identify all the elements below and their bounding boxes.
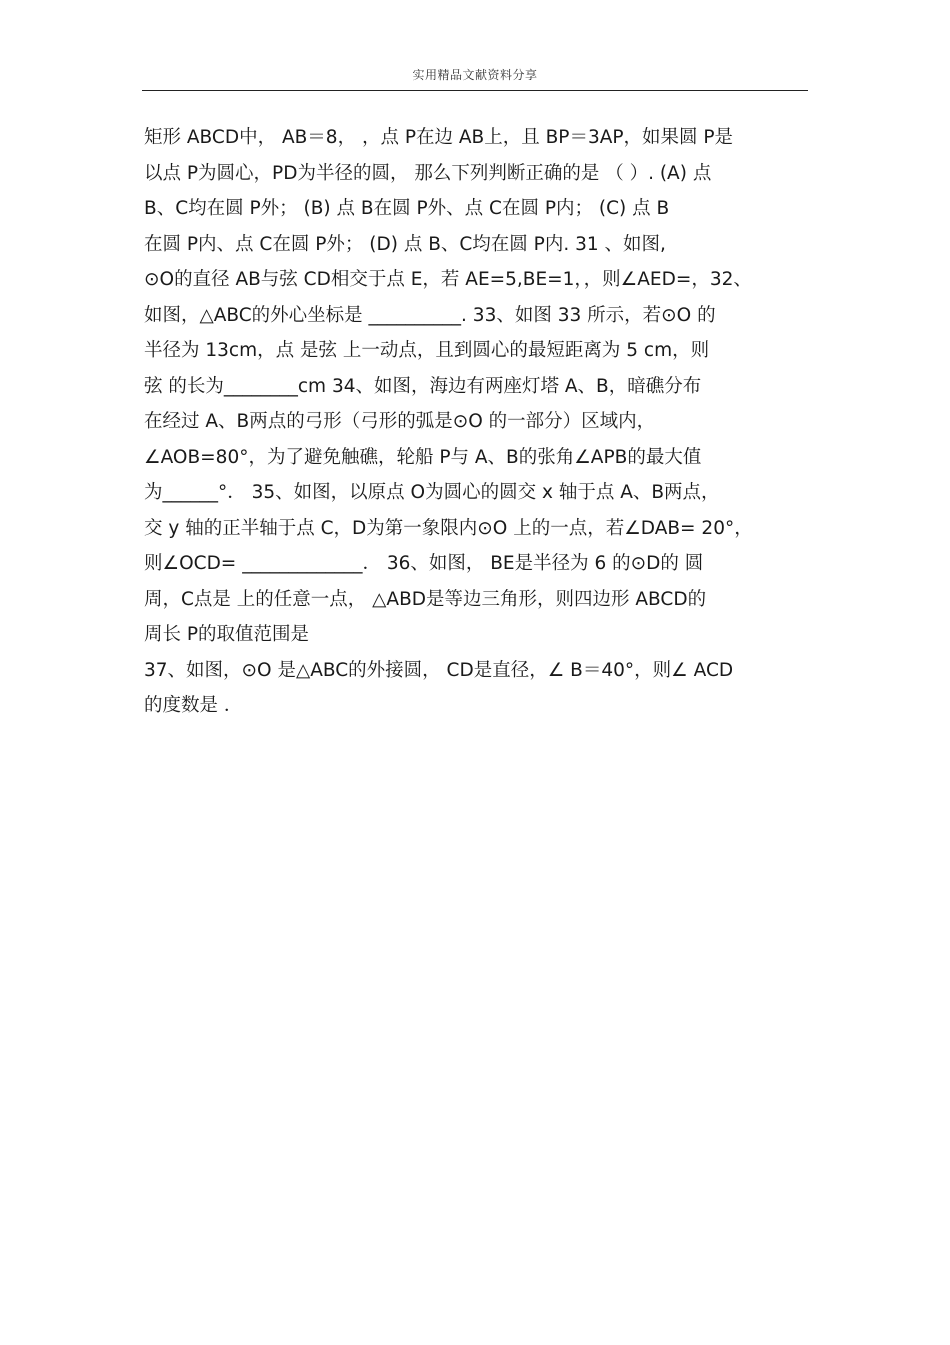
page-header: 实用精品文献资料分享 (412, 68, 538, 82)
text-line: 在经过 A、B两点的弓形（弓形的弧是⊙O 的一部分）区域内， (144, 411, 656, 432)
text-line: 周，C点是 上的任意一点， △ABD是等边三角形，则四边形 ABCD的 (144, 588, 707, 610)
header-divider (142, 90, 808, 91)
text-line: 在圆 P内、点 C在圆 P外； (D) 点 B、C均在圆 P内. 31 、如图, (144, 233, 666, 255)
text-line: B、C均在圆 P外； (B) 点 B在圆 P外、点 C在圆 P内； (C) 点 B (144, 198, 670, 219)
text-line: 弦 的长为________cm 34、如图，海边有两座灯塔 A、B，暗礁分布 (144, 375, 702, 397)
text-line: 为______°． 35、如图，以原点 O为圆心的圆交 x 轴于点 A、B两点， (144, 482, 720, 503)
text-line: 交 y 轴的正半轴于点 C，D为第一象限内⊙O 上的一点，若∠DAB= 20°， (144, 517, 753, 539)
text-line: 则∠OCD= _____________． 36、如图， BE是半径为 6 的⊙D的 圆 (144, 553, 704, 574)
text-line: 以点 P为圆心，PD为半径的圆， 那么下列判断正确的是 （ ）. (A) 点 (144, 162, 712, 184)
text-line: ⊙O的直径 AB与弦 CD相交于点 E，若 AE=5,BE=1，，则∠AED=，32、 (144, 269, 752, 290)
text-line: ∠AOB=80°，为了避免触礁，轮船 P与 A、B的张角∠APB的最大值 (144, 446, 702, 468)
text-line: 37、如图，⊙O 是△ABC的外接圆， CD是直径，∠ B＝40°，则∠ ACD (144, 659, 734, 681)
text-line: 如图，△ABC的外心坐标是 __________. 33、如图 33 所示，若⊙O 的 (144, 304, 716, 326)
text-line: 半径为 13cm，点 是弦 上一动点，且到圆心的最短距离为 5 cm，则 (144, 340, 710, 361)
text-line: 的度数是 ． (144, 695, 243, 716)
text-line: 矩形 ABCD中， AB＝8， ，点 P在边 AB上，且 BP＝3AP，如果圆 P是 (144, 127, 734, 148)
document-body (144, 120, 808, 724)
text-line: 周长 P的取值范围是 (144, 624, 310, 645)
